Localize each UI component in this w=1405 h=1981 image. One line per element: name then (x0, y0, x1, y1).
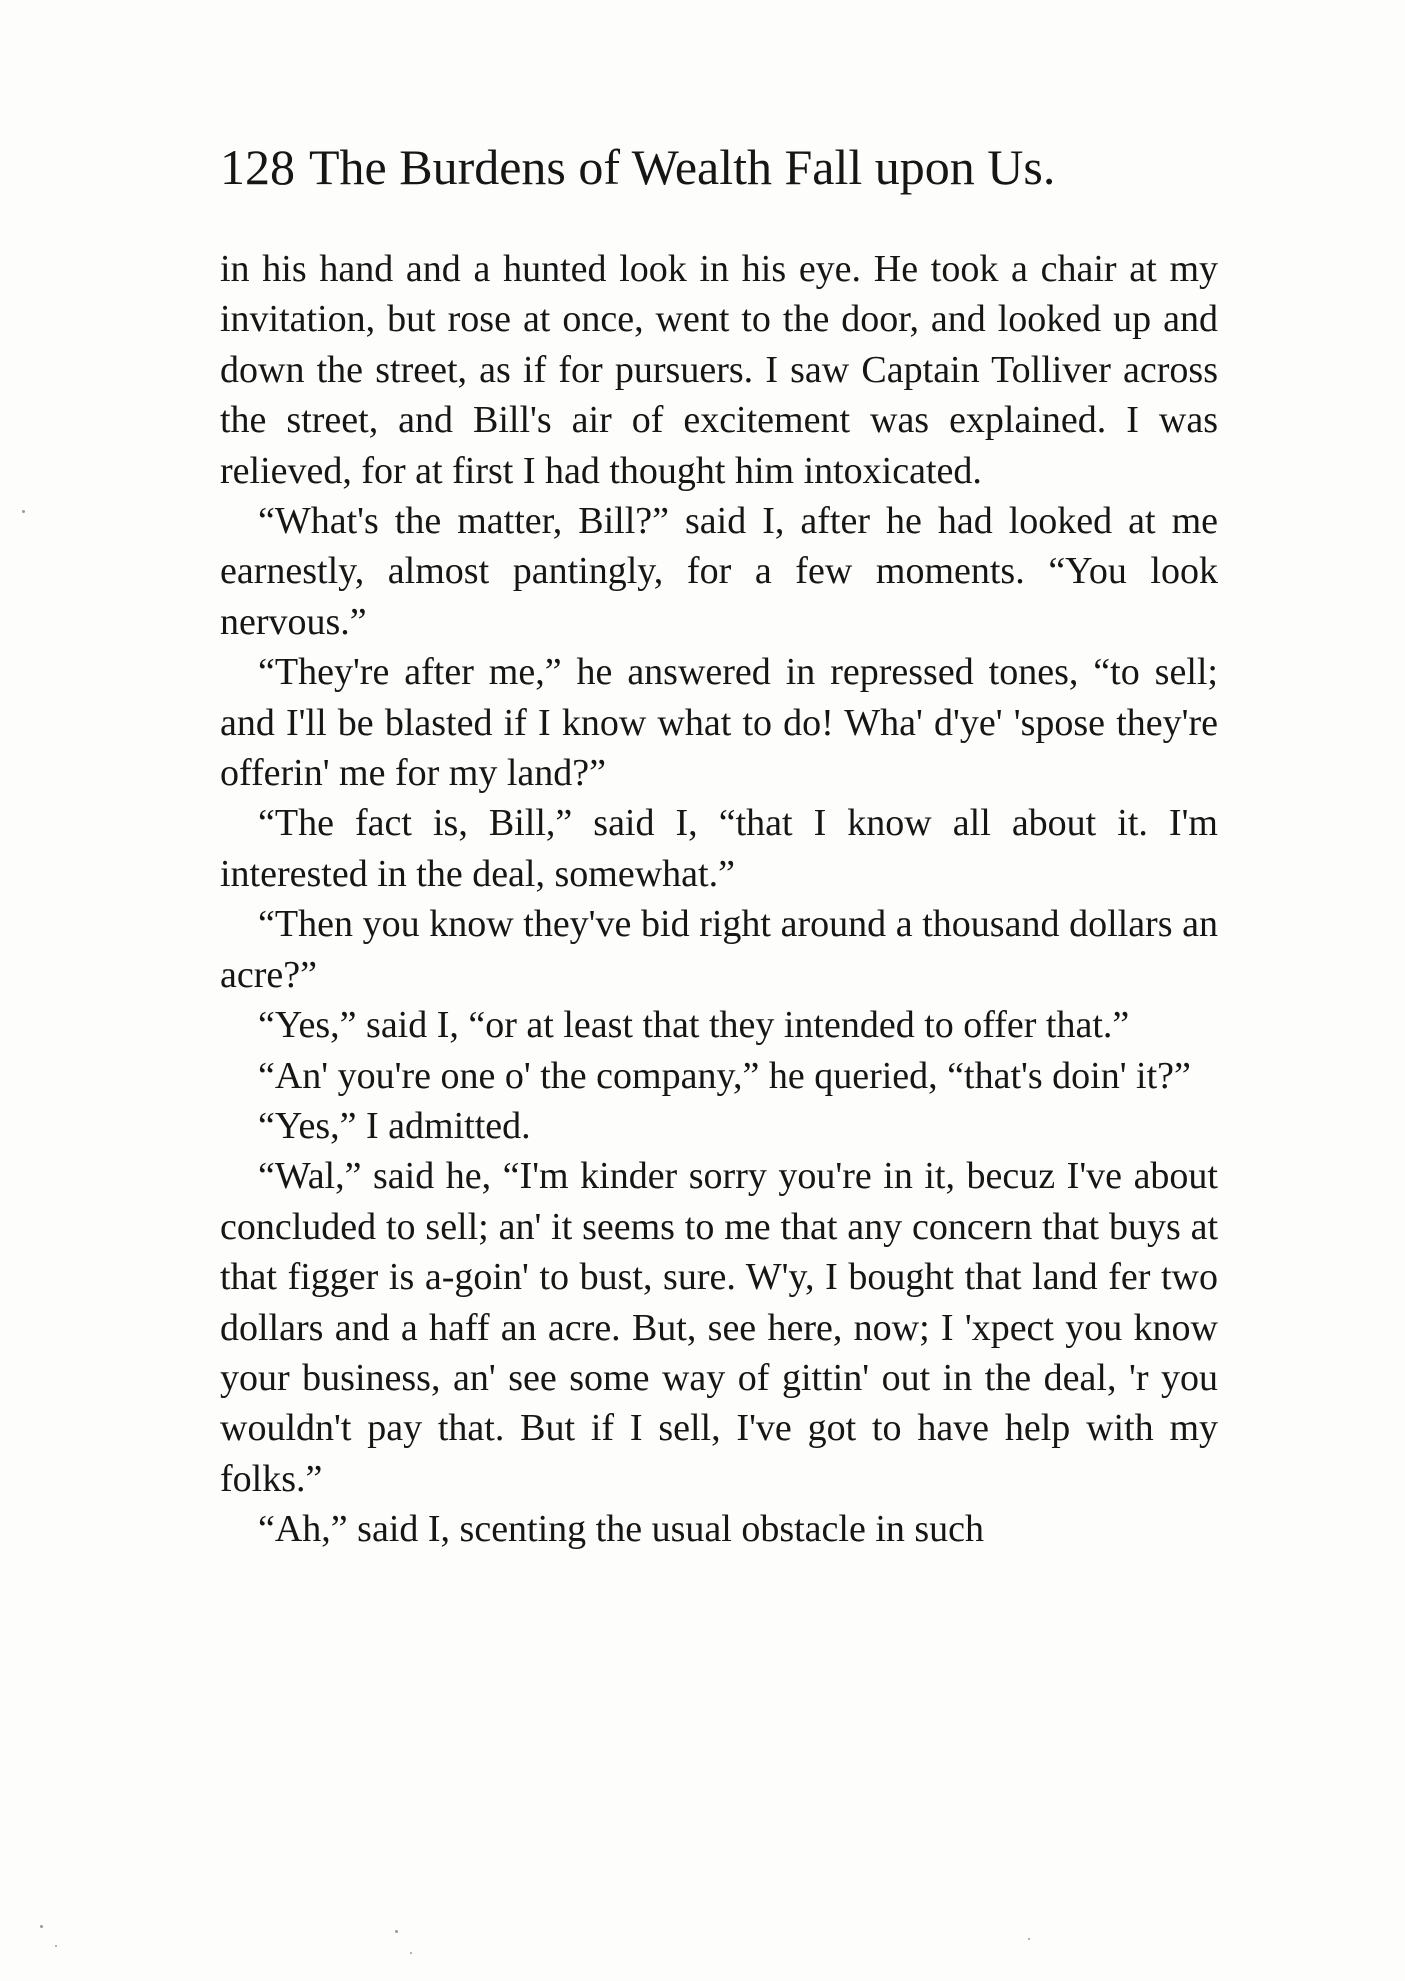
paragraph: “Wal,” said he, “I'm kinder sorry you're in it, becuz I've about concluded to sell; an' it seems to me that any concern that buys at that figger is a-goin' to bust, sure. W'y, I bought that land fer two dollars and a haff an acre. But, see here, now; I 'xpect you know your business, an' see some way of gittin' out in the deal, 'r you wouldn't pay that. But if I sell, I've got to have help with my folks.” (220, 1155, 1218, 1500)
page-number: 128 (220, 139, 295, 195)
scan-speck (22, 510, 25, 513)
paragraph: “Yes,” I admitted. (258, 1104, 531, 1147)
paragraph: “Yes,” said I, “or at least that they intended to offer that.” (258, 1004, 1130, 1047)
paragraph: “Ah,” said I, scenting the usual obstacle in such (258, 1508, 985, 1551)
scan-speck (55, 1945, 57, 1947)
paragraph: “They're after me,” he answered in repressed tones, “to sell; and I'll be blasted if I know what to do! Wha' d'ye' 'spose they're offerin' me for my land?” (220, 651, 1218, 795)
body-text (220, 244, 1218, 1555)
scan-speck (1028, 1938, 1030, 1940)
scan-speck (395, 1930, 398, 1933)
paragraph: “What's the matter, Bill?” said I, after he had looked at me earnestly, almost pantingly, for a few moments. “You look nervous.” (220, 500, 1218, 643)
running-head-title: The Burdens of Wealth Fall upon Us. (309, 139, 1056, 195)
paragraph: “The fact is, Bill,” said I, “that I know all about it. I'm interested in the deal, somewhat.” (220, 802, 1218, 895)
running-head (220, 136, 1220, 198)
paragraph: “Then you know they've bid right around a thousand dollars an acre?” (220, 903, 1218, 996)
scan-speck (40, 1925, 43, 1928)
paragraph: “An' you're one o' the company,” he queried, “that's doin' it?” (258, 1054, 1191, 1097)
scan-speck (410, 1952, 412, 1954)
paragraph: in his hand and a hunted look in his eye. He took a chair at my invitation, but rose at once, went to the door, and looked up and down the street, as if for pursuers. I saw Captain Tolliver across the street, and Bill's air of excitement was explained. I was relieved, for at first I had thought him intoxicated. (220, 248, 1218, 492)
